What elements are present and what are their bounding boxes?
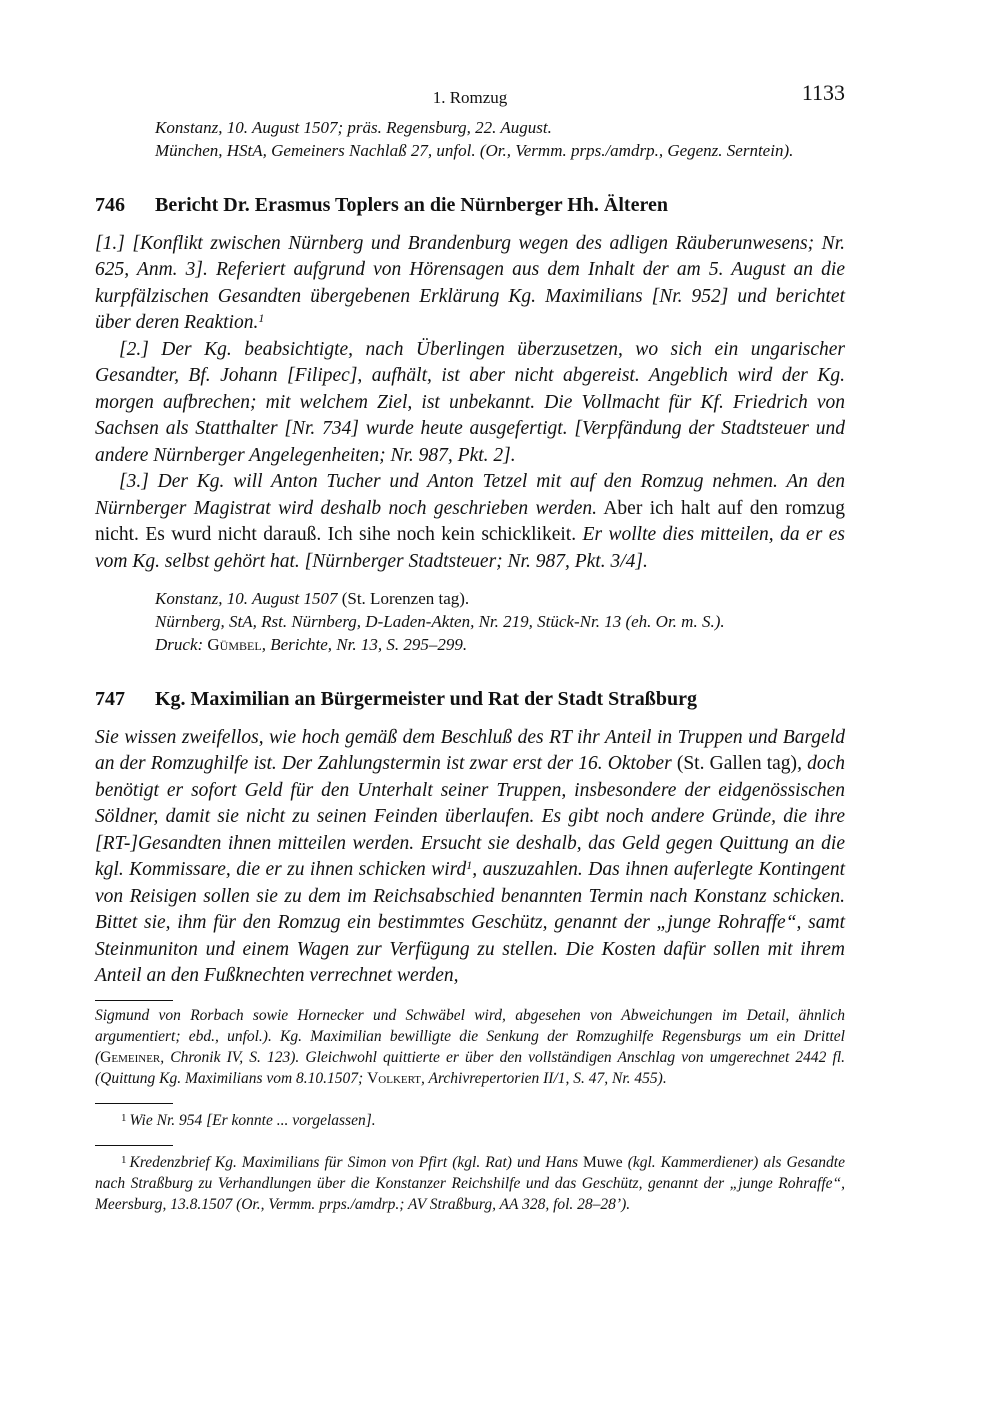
quoted-source-text: Aber ich halt auf den romzug nicht. Es wurd nicht darauß. Ich sihe noch kein schicklikeit. xyxy=(95,497,845,545)
footnote-text: , Archivrepertorien II/1, S. 47, Nr. 455). xyxy=(421,1069,667,1087)
source-date: Konstanz, 10. August 1507 xyxy=(155,589,338,608)
source-block-746 xyxy=(155,587,845,656)
footnote-746-1 xyxy=(95,1108,845,1131)
document-number: 746 xyxy=(95,194,125,216)
footnote-ref: 1 xyxy=(466,858,473,872)
paragraph-text: , auszuzahlen. Das ihnen auferlegte Kontingent von Reisigen sollen sie zu dem im Reichsabschied benannten Termin nach Konstanz schicken. Bittet sie, ihm für den Romzug ein bestimmtes Geschütz, genannt der „junge Rohraffe“, samt Steinmuniton und einem Wagen zur Verfügung zu stellen. Die Kosten dafür sollen mit ihrem Anteil an den Fußknechten verrechnet werden, xyxy=(95,859,845,986)
print-label: Druck: xyxy=(155,635,208,654)
footnote-mark: 1 xyxy=(121,1111,127,1124)
paragraph-3 xyxy=(95,469,845,575)
document-heading-746 xyxy=(95,192,845,219)
running-head xyxy=(95,80,845,110)
paragraph-text: , doch benötigt er sofort Geld für den Unterhalt seiner Truppen, insbesondere der eidgenössischen Söldner, damit sie nicht zu seinen Feinden überlaufen. Es gibt noch andere Gründe, die ihre [RT-]Gesandten ihnen mitteilen werden. Ersucht sie deshalb, das Geld gegen Quittung an die kgl. Kommissare, die er zu ihnen schicken wird xyxy=(95,753,845,880)
document-title: Bericht Dr. Erasmus Toplers an die Nürnberger Hh. Älteren xyxy=(155,194,668,216)
print-reference: , Berichte, Nr. 13, S. 295–299. xyxy=(261,635,468,654)
source-block-745 xyxy=(155,116,845,162)
footnote-747-1 xyxy=(95,1150,845,1215)
print-author: Gümbel xyxy=(207,635,262,654)
paragraph-text: Sie wissen zweifellos, wie hoch gemäß dem Beschluß des RT ihr Anteil in Truppen und Bargeld an der Romzughilfe ist. Der Zahlungstermin ist zwar erst der 16. Oktober xyxy=(95,726,845,774)
paragraph-text: Er wollte dies mitteilen, da er es vom Kg. selbst gehört hat. [Nürnberger Stadtsteuer; Nr. 987, Pkt. 3/4]. xyxy=(95,524,845,572)
footnote-separator xyxy=(95,1145,173,1146)
source-date-line xyxy=(155,587,845,610)
quoted-source-text: (St. Gallen tag) xyxy=(671,753,798,774)
footnote-separator xyxy=(95,1103,173,1104)
footnote-mark: 1 xyxy=(121,1153,127,1166)
footnote-text: , Chronik IV, S. 123). Gleichwohl quittierte er über den vollständigen Anschlag von umgerechnet 2442 fl. (Quittung Kg. Maximilians vom 8.10.1507; xyxy=(95,1048,845,1087)
source-date-note: (St. Lorenzen tag). xyxy=(337,589,470,608)
footnote-text: Wie Nr. 954 [Er konnte ... vorgelassen]. xyxy=(129,1111,376,1129)
document-number: 747 xyxy=(95,688,125,710)
source-archive: München, HStA, Gemeiners Nachlaß 27, unfol. (Or., Vermm. prps./amdrp., Gegenz. Serntein). xyxy=(155,141,794,160)
paragraph-2: [2.] Der Kg. beabsichtigte, nach Überlingen überzusetzen, wo sich ein ungarischer Gesandter, Bf. Johann [Filipec], aufhält, ist aber nicht abgereist. Angeblich wird der Kg. morgen aufbrechen; mit welchem Ziel, ist unbekannt. Die Vollmacht für Kf. Friedrich von Sachsen als Statthalter [Nr. 734] wurde heute ausgefertigt. [Verpfändung der Stadtsteuer und andere Nürnberger Angelegenheiten; Nr. 987, Pkt. 2]. xyxy=(95,338,845,466)
footnote-ref: 1 xyxy=(258,311,265,325)
source-date: Konstanz, 10. August 1507; präs. Regensburg, 22. August. xyxy=(155,118,552,137)
footnote-separator xyxy=(95,1000,173,1001)
page xyxy=(95,80,845,1215)
document-title: Kg. Maximilian an Bürgermeister und Rat der Stadt Straßburg xyxy=(155,688,698,710)
paragraph-1 xyxy=(95,231,845,337)
page-number: 1133 xyxy=(801,80,845,105)
footnote-text: Sigmund von Rorbach sowie Hornecker und Schwäbel wird, abgesehen von Abweichungen im Detail, ähnlich argumentiert; ebd., unfol.). Kg. Maximilian bewilligte die Senkung der Romzughilfe Regensburgs um ein Drittel ( xyxy=(95,1006,845,1066)
source-archive: Nürnberg, StA, Rst. Nürnberg, D-Laden-Akten, Nr. 219, Stück-Nr. 13 (eh. Or. m. S.). xyxy=(155,612,725,631)
paragraph-747 xyxy=(95,725,845,990)
footnote-text: (kgl. Kammerdiener) als Gesandte nach Straßburg zu Verhandlungen über die Konstanzer Reichshilfe und das Geschütz, genannt der „junge Rohraffe“, Meersburg, 13.8.1507 (Or., Vermm. prps./amdrp.; AV Straßburg, AA 328, fol. 28–28’). xyxy=(95,1153,845,1213)
cited-author: Volkert xyxy=(367,1069,422,1087)
paragraph-text: [3.] Der Kg. will Anton Tucher und Anton Tetzel mit auf den Romzug nehmen. An den Nürnberger Magistrat wird deshalb noch geschrieben werden. xyxy=(95,471,845,519)
footnote-text: Kredenzbrief Kg. Maximilians für Simon von Pfirt (kgl. Rat) und Hans xyxy=(129,1153,584,1171)
running-head-title: 1. Romzug xyxy=(432,88,508,107)
document-heading-747 xyxy=(95,686,845,713)
footnote-continued xyxy=(95,1005,845,1089)
source-print-line xyxy=(155,633,845,656)
paragraph-text: [1.] [Konflikt zwischen Nürnberg und Brandenburg wegen des adligen Räuberunwesens; Nr. 625, Anm. 3]. Referiert aufgrund von Hörensagen aus dem Inhalt der am 5. August an die kurpfälzischen Gesandten übergebenen Erklärung Kg. Maximilians [Nr. 952] und berichtet über deren Reaktion. xyxy=(95,232,845,333)
cited-author: Gemeiner xyxy=(100,1048,161,1066)
footnote-name: Muwe xyxy=(583,1153,623,1171)
